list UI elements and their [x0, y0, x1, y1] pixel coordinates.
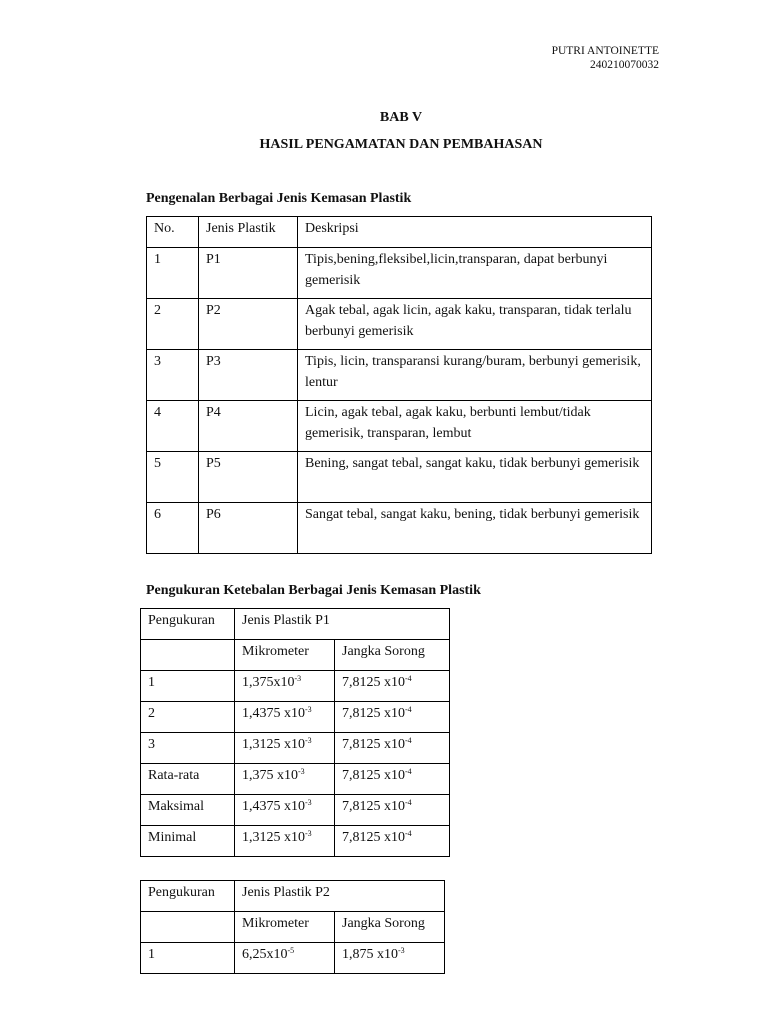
cell-jenis: P6	[199, 503, 298, 554]
cell-jangka-sorong	[335, 702, 450, 733]
cell-jangka-sorong	[335, 943, 445, 974]
table-row	[141, 764, 450, 795]
cell-deskripsi: Tipis, licin, transparansi kurang/buram, berbunyi gemerisik, lentur	[298, 350, 652, 401]
chapter-title: BAB V	[379, 110, 423, 125]
value-mantissa: 1,375 x10	[242, 768, 298, 783]
empty-cell	[141, 640, 235, 671]
table-row	[141, 702, 450, 733]
cell-jenis: P3	[199, 350, 298, 401]
value-mantissa: 1,3125 x10	[242, 737, 305, 752]
cell-label: 3	[141, 733, 235, 764]
value-exponent: -3	[305, 798, 312, 807]
value-mantissa: 7,8125 x10	[342, 737, 405, 752]
cell-label: Minimal	[141, 826, 235, 857]
table-row	[147, 401, 652, 452]
thickness-table-p1	[140, 608, 450, 857]
cell-deskripsi: Sangat tebal, sangat kaku, bening, tidak berbunyi gemerisik	[298, 503, 652, 554]
column-header-no: No.	[147, 217, 199, 248]
table-row	[147, 299, 652, 350]
chapter-subtitle: HASIL PENGAMATAN DAN PEMBAHASAN	[259, 137, 543, 152]
value-exponent: -3	[305, 829, 312, 838]
cell-jangka-sorong	[335, 795, 450, 826]
table-row	[147, 503, 652, 554]
cell-mikrometer	[235, 826, 335, 857]
value-exponent: -3	[398, 946, 405, 955]
column-header-pengukuran: Pengukuran	[141, 881, 235, 912]
column-header-mikrometer: Mikrometer	[235, 640, 335, 671]
value-mantissa: 7,8125 x10	[342, 768, 405, 783]
cell-jenis: P4	[199, 401, 298, 452]
cell-mikrometer	[235, 702, 335, 733]
column-header-mikrometer: Mikrometer	[235, 912, 335, 943]
value-mantissa: 6,25x10	[242, 947, 288, 962]
value-exponent: -4	[405, 736, 412, 745]
value-mantissa: 1,875 x10	[342, 947, 398, 962]
value-exponent: -4	[405, 767, 412, 776]
value-exponent: -3	[305, 736, 312, 745]
cell-deskripsi: Agak tebal, agak licin, agak kaku, transparan, tidak terlalu berbunyi gemerisik	[298, 299, 652, 350]
cell-mikrometer	[235, 943, 335, 974]
table-row	[147, 248, 652, 299]
section-heading-kemasan: Pengenalan Berbagai Jenis Kemasan Plastik	[146, 191, 412, 206]
value-mantissa: 1,3125 x10	[242, 830, 305, 845]
value-mantissa: 7,8125 x10	[342, 675, 405, 690]
column-header-pengukuran: Pengukuran	[141, 609, 235, 640]
group-header-jenis-plastik: Jenis Plastik P1	[235, 609, 450, 640]
cell-jangka-sorong	[335, 826, 450, 857]
author-name: PUTRI ANTOINETTE	[551, 45, 659, 57]
cell-label: 1	[141, 671, 235, 702]
table-subheader-row	[141, 640, 450, 671]
value-mantissa: 7,8125 x10	[342, 706, 405, 721]
cell-no: 5	[147, 452, 199, 503]
value-exponent: -4	[405, 798, 412, 807]
table-row	[141, 733, 450, 764]
cell-deskripsi: Licin, agak tebal, agak kaku, berbunti lembut/tidak gemerisik, transparan, lembut	[298, 401, 652, 452]
cell-label: Maksimal	[141, 795, 235, 826]
cell-mikrometer	[235, 733, 335, 764]
value-exponent: -4	[405, 705, 412, 714]
value-exponent: -5	[287, 946, 295, 955]
cell-label: Rata-rata	[141, 764, 235, 795]
cell-jenis: P5	[199, 452, 298, 503]
cell-no: 1	[147, 248, 199, 299]
table-header-row	[147, 217, 652, 248]
value-mantissa: 1,4375 x10	[242, 706, 305, 721]
table-header-row	[141, 881, 445, 912]
empty-cell	[141, 912, 235, 943]
cell-label: 1	[141, 943, 235, 974]
cell-deskripsi: Bening, sangat tebal, sangat kaku, tidak berbunyi gemerisik	[298, 452, 652, 503]
cell-jangka-sorong	[335, 733, 450, 764]
table-subheader-row	[141, 912, 445, 943]
cell-no: 3	[147, 350, 199, 401]
table-row	[141, 671, 450, 702]
value-mantissa: 7,8125 x10	[342, 830, 405, 845]
plastic-types-table	[146, 216, 652, 554]
section-heading-ketebalan: Pengukuran Ketebalan Berbagai Jenis Kemasan Plastik	[146, 583, 481, 598]
thickness-table-p2	[140, 880, 445, 974]
cell-mikrometer	[235, 764, 335, 795]
value-mantissa: 1,4375 x10	[242, 799, 305, 814]
table-row	[147, 452, 652, 503]
value-exponent: -4	[405, 829, 412, 838]
page-header	[552, 44, 659, 72]
table-row	[141, 795, 450, 826]
cell-mikrometer	[235, 671, 335, 702]
value-exponent: -3	[294, 674, 302, 683]
table-row	[141, 943, 445, 974]
student-id: 240210070032	[590, 59, 659, 71]
cell-jenis: P1	[199, 248, 298, 299]
column-header-deskripsi: Deskripsi	[298, 217, 652, 248]
group-header-jenis-plastik: Jenis Plastik P2	[235, 881, 445, 912]
cell-no: 6	[147, 503, 199, 554]
value-mantissa: 7,8125 x10	[342, 799, 405, 814]
cell-no: 2	[147, 299, 199, 350]
column-header-jenis: Jenis Plastik	[199, 217, 298, 248]
value-exponent: -3	[305, 705, 312, 714]
cell-deskripsi: Tipis,bening,fleksibel,licin,transparan, dapat berbunyi gemerisik	[298, 248, 652, 299]
value-exponent: -3	[298, 767, 305, 776]
column-header-jangka-sorong: Jangka Sorong	[335, 640, 450, 671]
cell-jangka-sorong	[335, 764, 450, 795]
cell-jenis: P2	[199, 299, 298, 350]
value-exponent: -4	[405, 674, 412, 683]
table-header-row	[141, 609, 450, 640]
table-row	[141, 826, 450, 857]
column-header-jangka-sorong: Jangka Sorong	[335, 912, 445, 943]
value-mantissa: 1,375x10	[242, 675, 295, 690]
cell-label: 2	[141, 702, 235, 733]
cell-mikrometer	[235, 795, 335, 826]
table-row	[147, 350, 652, 401]
cell-jangka-sorong	[335, 671, 450, 702]
cell-no: 4	[147, 401, 199, 452]
